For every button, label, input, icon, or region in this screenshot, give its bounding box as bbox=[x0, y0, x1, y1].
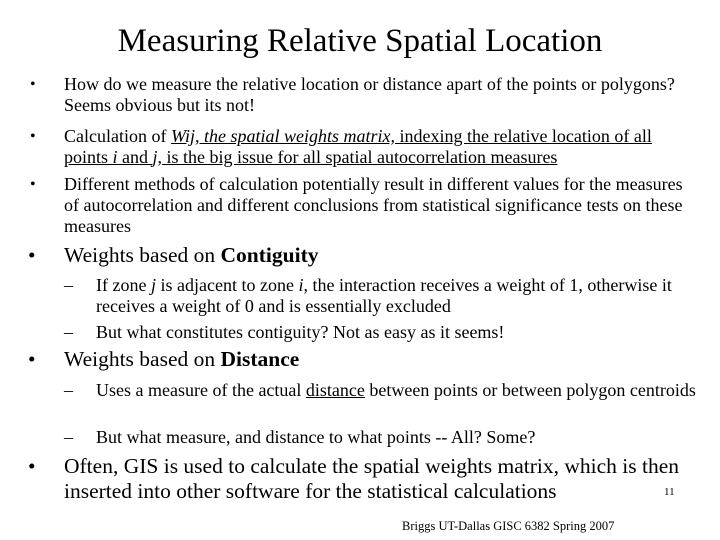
sub-bullet-text: But what measure, and distance to what points -- All? Some? bbox=[96, 427, 536, 447]
bullet-different-methods bbox=[28, 174, 688, 237]
bullet-icon: • bbox=[30, 76, 36, 93]
page-number: 11 bbox=[664, 486, 675, 498]
dash-icon: – bbox=[64, 427, 73, 447]
bullet-icon: • bbox=[30, 176, 36, 193]
bullet-icon: • bbox=[28, 347, 36, 371]
bullet-text: Different methods of calculation potentially result in different values for the measures of autocorrelation and different conclusions from statistical significance tests on these measures bbox=[64, 174, 683, 236]
sub-bullet-actual-distance bbox=[64, 380, 696, 401]
bullet-text: How do we measure the relative location or distance apart of the points or polygons? Seems obvious but its not! bbox=[64, 74, 675, 115]
wij-emphasis: Wij, the spatial weights matrix, bbox=[170, 126, 400, 146]
italic-j: j bbox=[150, 275, 156, 295]
text-run: Weights based on bbox=[64, 243, 221, 267]
text-run: Calculation of bbox=[64, 126, 171, 146]
bullet-text bbox=[64, 243, 688, 268]
text-run: Uses a measure of the actual bbox=[96, 380, 306, 400]
bullet-text: Often, GIS is used to calculate the spatial weights matrix, which is then inserted into other software for the statistical calculations bbox=[64, 454, 679, 503]
bold-term: Distance bbox=[220, 347, 300, 371]
sub-bullet-what-measure bbox=[64, 427, 696, 448]
dash-icon: – bbox=[64, 380, 73, 400]
text-run: between points or between polygon centroids bbox=[364, 380, 696, 400]
bullet-distance bbox=[28, 347, 688, 372]
footer-credit: Briggs UT-Dallas GISC 6382 Spring 2007 bbox=[402, 519, 615, 533]
bullet-icon: • bbox=[28, 243, 36, 267]
italic-j: j, bbox=[152, 147, 163, 167]
bullet-contiguity bbox=[28, 243, 688, 268]
italic-i: i bbox=[298, 275, 304, 295]
bullet-text bbox=[64, 347, 688, 372]
underlined-distance: distance bbox=[305, 380, 365, 400]
sub-bullet-text: But what constitutes contiguity? Not as easy as it seems! bbox=[96, 322, 505, 342]
text-run: If zone bbox=[96, 275, 151, 295]
bullet-measure-question bbox=[28, 74, 688, 116]
dash-icon: – bbox=[64, 275, 73, 295]
sub-bullet-text bbox=[96, 380, 696, 401]
sub-bullet-contiguity-question bbox=[64, 322, 696, 343]
slide-title: Measuring Relative Spatial Location bbox=[117, 23, 603, 59]
sub-bullet-adjacency bbox=[64, 275, 696, 317]
text-run: Weights based on bbox=[64, 347, 221, 371]
text-run: is the big issue for all spatial autocorrelation measures bbox=[162, 147, 558, 167]
dash-icon: – bbox=[64, 322, 73, 342]
sub-bullet-text bbox=[96, 275, 696, 317]
bullet-icon: • bbox=[28, 454, 36, 478]
bullet-wij-calculation bbox=[28, 126, 688, 168]
text-run: is adjacent to zone bbox=[155, 275, 299, 295]
bullet-icon: • bbox=[30, 128, 36, 145]
text-run: indexing the relative location of all points bbox=[64, 126, 652, 167]
italic-i: i bbox=[112, 147, 118, 167]
bold-term: Contiguity bbox=[220, 243, 319, 267]
text-run: and bbox=[117, 147, 153, 167]
bullet-gis-calculation bbox=[28, 454, 688, 504]
text-run: , the interaction receives a weight of 1, otherwise it receives a weight of 0 and is essentially excluded bbox=[96, 275, 672, 316]
bullet-text bbox=[64, 126, 688, 168]
